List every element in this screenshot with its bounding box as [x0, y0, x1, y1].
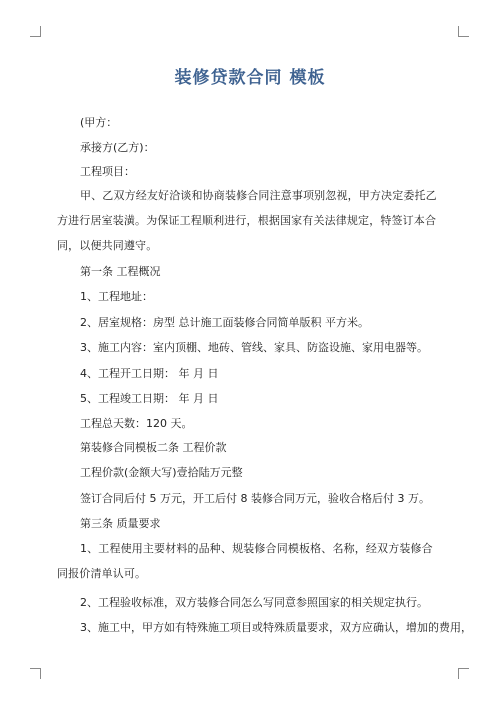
spec-line: 2、居室规格：房型 总计施工面装修合同简单版积 平方米。 [80, 316, 369, 329]
document-title: 装修贷款合同 模板 [174, 68, 326, 88]
article-3-heading: 第三条 质量要求 [80, 517, 161, 530]
address-line: 1、工程地址： [80, 290, 153, 303]
article-1-heading: 第一条 工程概况 [80, 265, 161, 278]
party-a-line: (甲方： [80, 116, 118, 129]
price-line: 工程价款(金额大写)壹拾陆万元整 [80, 466, 243, 479]
crop-mark-top-left [30, 26, 41, 37]
start-date-line: 4、工程开工日期： 年 月 日 [80, 367, 219, 380]
content-line: 3、施工内容：室内顶棚、地砖、管线、家具、防盗设施、家用电器等。 [80, 341, 428, 354]
quality-item-3: 3、施工中，甲方如有特殊施工项目或特殊质量要求，双方应确认，增加的费用， [80, 621, 472, 634]
party-b-line: 承接方(乙方)： [80, 141, 155, 154]
end-date-line: 5、工程竣工日期： 年 月 日 [80, 392, 219, 405]
intro-paragraph: 甲、乙双方经友好洽谈和协商装修合同注意事项别忽视，甲方决定委托乙方进行居室装潢。为保证工程顺利进行，根据国家有关法律规定，特签订本合同，以便共同遵守。 [57, 189, 437, 252]
crop-mark-top-right [458, 26, 469, 37]
crop-mark-bottom-left [30, 668, 41, 679]
crop-mark-bottom-right [458, 668, 469, 679]
quality-item-2: 2、工程验收标准，双方装修合同怎么写同意参照国家的相关规定执行。 [80, 596, 428, 609]
total-days-line: 工程总天数：120 天。 [80, 417, 193, 430]
article-2-heading: 第装修合同模板二条 工程价款 [80, 441, 227, 454]
project-line: 工程项目： [80, 165, 135, 178]
quality-item-1: 1、工程使用主要材料的品种、规装修合同模板格、名称，经双方装修合同报价清单认可。 [57, 542, 433, 580]
payment-line: 签订合同后付 5 万元，开工后付 8 装修合同万元，验收合格后付 3 万。 [80, 492, 430, 505]
